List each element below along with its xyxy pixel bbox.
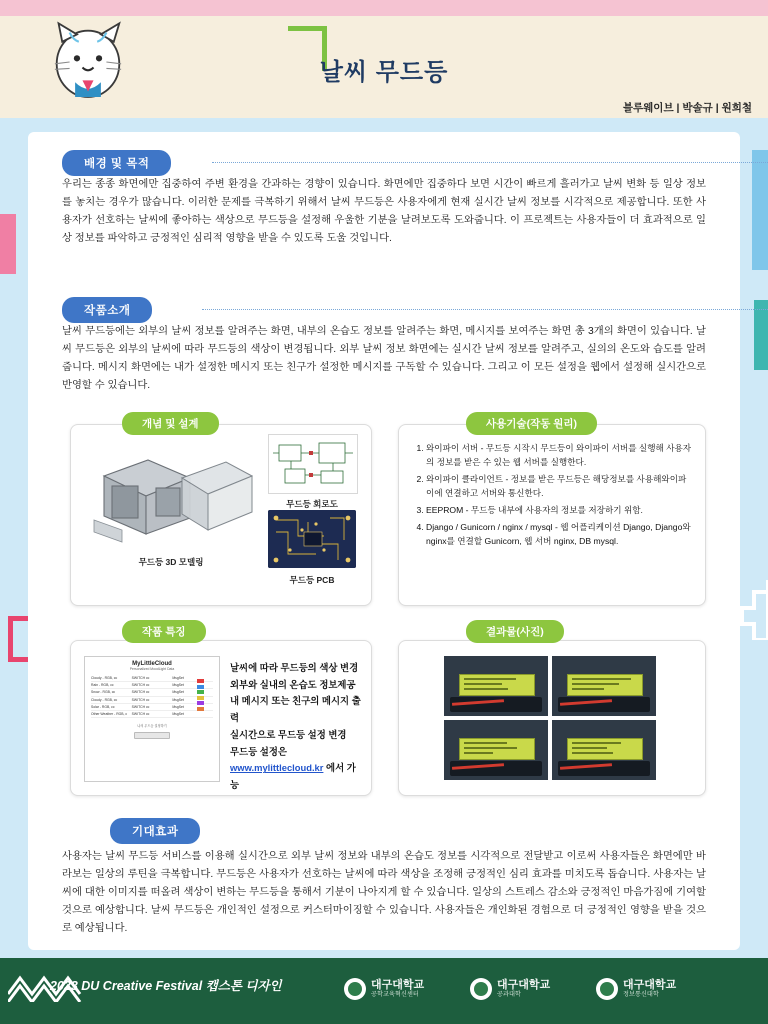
row-mid: SWITCH cc: [131, 697, 150, 702]
page-title: 날씨 무드등: [319, 59, 449, 86]
led-panel: [567, 738, 644, 760]
intro-body-text: 날씨 무드등에는 외부의 날씨 정보를 알려주는 화면, 내부의 온습도 정보를 알려주는 화면, 메시지를 보여주는 화면 총 3개의 화면이 있습니다. 날씨 무드등은 외부의 날씨에 따라 무드등의 색상이 변경됩니다. 외부 날씨 정보 화면에는 실시간 날씨 정보를 알려주고, 실의의 온도와 습도를 알려줍니다. 메시지 화면에는 내가 설정한 메시지 또는 친구가 설정한 메시지를 구독할 수 있습니다. 그리고 이 모든 설정을 웹에서 설정해 실시간으로 반영할 수 있습니다.: [62, 326, 706, 392]
swatch-purple: [197, 701, 204, 705]
logo-group-3: [596, 978, 676, 1000]
subsection-tab-features: 작품 특징: [122, 620, 206, 643]
section-effect-header: [110, 818, 200, 844]
color-swatches: [197, 679, 213, 713]
footer-title: 2023 DU Creative Festival 캡스톤 디자인: [50, 979, 282, 993]
row-label: Rain - RGB, cc: [91, 683, 114, 688]
section-intro-header: [62, 297, 152, 323]
university-seal-icon: [344, 978, 366, 1000]
model-3d-image: [86, 438, 256, 548]
decor-teal-right: [754, 300, 768, 370]
web-mock-row: [91, 711, 213, 718]
features-text: [230, 660, 364, 794]
decor-step-right: [738, 580, 768, 640]
logo-main-2: 대구대학교: [497, 978, 551, 991]
web-settings-screenshot: [84, 656, 220, 782]
effect-body-text: 사용자는 날씨 무드등 서비스를 이용해 실시간으로 외부 날씨 정보와 내부의 온습도 정보를 시각적으로 전달받고 이로써 사용자들은 화면에만 바라보는 일상의 루틴을 극복합니다. 무드등은 사용자가 선호하는 날씨에 따라 색상을 조정해 긍정적인 심리 효과를 미치도록 돕습니다. 사용자는 날씨에 대한 이미지를 떠올려 색상이 변하는 무드등을 통해서 기분이 나아지게 할 수 있습니다. 일상의 스트레스 감소와 긍정적인 마음가짐에 기여할 것으로 예상합니다. 날씨 무드등은 개인적인 설정으로 커스터마이징할 수 있습니다. 사용자들은 개인화된 경험으로 더 긍정적인 영향을 받을 것으로 예상됩니다.: [62, 851, 706, 935]
web-mock-subtitle: Personalized MoodLight Data: [129, 667, 175, 671]
row-mid: SWITCH cc: [131, 676, 150, 681]
feature-line-2: 외부와 실내의 온습도 정보제공: [230, 678, 356, 690]
logo-group-1: [344, 978, 424, 1000]
logo-group-2: [470, 978, 550, 1000]
logo-main-3: 대구대학교: [623, 978, 677, 991]
section-background-header: [62, 150, 171, 176]
feature-line-5: 무드등 설정은: [230, 745, 287, 757]
web-mock-row: [91, 682, 213, 689]
section-dotline-background: [212, 162, 768, 163]
tech-item-1: 1. 와이파이 서버 - 무드등 시작시 무드등이 와이파이 서버를 실행해 사용자의 정보를 받은 수 있는 웹 서버를 실행한다.: [426, 442, 692, 470]
tech-item-4: 4. Django / Gunicorn / nginx / mysql - 웹 어플리케이션 Django, Django와 nginx를 연결할 Gunicorn, 웹 서버 nginx, DB mysql.: [426, 521, 692, 549]
subsection-tab-design: 개념 및 설계: [122, 412, 219, 435]
decor-pink-left: [0, 214, 16, 274]
row-label: Cloudy - RGB, cc: [91, 676, 118, 681]
feature-line-3: 내 메시지 또는 친구의 메시지 출력: [230, 695, 361, 724]
caption-pcb: 무드등 PCB: [289, 575, 335, 585]
swatch-blue: [197, 685, 204, 689]
row-right: MsgSet: [172, 712, 184, 717]
settings-url-link[interactable]: www.mylittlecloud.kr: [230, 762, 324, 774]
feature-line-4: 실시간으로 무드등 설정 변경: [230, 728, 347, 740]
photo-weather-screen: [444, 656, 548, 716]
tech-list: [412, 442, 692, 551]
author-line: 블루웨이브 | 박솔규 | 원희철: [622, 102, 752, 114]
university-seal-icon: [596, 978, 618, 1000]
decor-blue-right: [752, 150, 768, 270]
row-mid: SWITCH cc: [131, 690, 150, 695]
circuit-schematic-image: [268, 434, 358, 494]
photo-color-change: [552, 720, 656, 780]
logo-sub-3: 정보통신대학: [623, 991, 659, 999]
row-mid: SWITCH cc: [131, 712, 150, 717]
led-panel: [459, 738, 536, 760]
web-mock-save-button[interactable]: [134, 732, 170, 739]
logo-sub-2: 공과대학: [497, 991, 521, 999]
led-panel: [567, 674, 644, 696]
tech-item-2: 2. 와이파이 클라이언트 - 정보를 받은 무드등은 해당정보를 사용해와이파이에 연결하고 서버와 통신한다.: [426, 473, 692, 501]
feature-link-row: [230, 760, 364, 793]
university-seal-icon: [470, 978, 492, 1000]
section-dotline-intro: [202, 309, 768, 310]
row-label: Snow - RGB, cc: [91, 690, 116, 695]
photo-message-screen: [552, 656, 656, 716]
web-mock-row: [91, 697, 213, 704]
row-right: MsgSet: [172, 690, 184, 695]
header-pink-band: [0, 0, 768, 16]
swatch-orange: [197, 707, 204, 711]
swatch-green: [197, 690, 204, 694]
caption-3d-model: 무드등 3D 모델링: [138, 557, 204, 567]
logo-main-1: 대구대학교: [371, 978, 425, 991]
web-mock-footer: 나의 무드등 설정하기: [137, 724, 167, 729]
row-label: Solar - RGB, cc: [91, 704, 115, 709]
subsection-tab-tech: 사용기술(작동 원리): [466, 412, 597, 435]
row-right: MsgSet: [172, 676, 184, 681]
caption-circuit: 무드등 회로도: [286, 499, 338, 509]
section-tab-intro: 작품소개: [62, 297, 152, 323]
row-right: MsgSet: [172, 704, 184, 709]
row-label: Cloudy - RGB, cc: [91, 697, 118, 702]
web-mock-row: [91, 675, 213, 682]
background-body-text: 우리는 종종 화면에만 집중하여 주변 환경을 간과하는 경향이 있습니다. 화면에만 집중하다 보면 시간이 빠르게 흘러가고 날씨 변화 등 일상 정보를 놓치는 경우가 많습니다. 이러한 문제를 극복하기 위해서 날씨 무드등은 사용자에게 현재 실시간 날씨 정보를 시각적으로 제공합니다. 또한 사용자가 선호하는 날씨에 좋아하는 색상으로 무드등을 설정해 우울한 기분을 날려보도록 도와줍니다. 이 프로젝트는 사용자들이 더 효과적으로 일상 정보를 파악하고 긍정적인 심리적 영향을 받을 수 있도록 도울 것입니다.: [62, 179, 706, 245]
web-mock-row: [91, 689, 213, 696]
swatch-red: [197, 679, 204, 683]
poster-header: [0, 0, 768, 120]
logo-sub-1: 공학교육혁신센터: [371, 991, 419, 999]
web-mock-title: MyLittleCloud: [132, 661, 172, 667]
section-tab-effect: 기대효과: [110, 818, 200, 844]
settings-url-suffix: 에서 가능: [230, 762, 356, 791]
photo-temperature-screen: [444, 720, 548, 780]
row-right: MsgSet: [172, 683, 184, 688]
pcb-board-image: [268, 510, 356, 568]
row-mid: SWITCH cc: [131, 683, 150, 688]
feature-line-1: 날씨에 따라 무드등의 색상 변경: [230, 662, 359, 673]
subsection-tab-results: 결과물(사진): [466, 620, 564, 643]
row-mid: SWITCH cc: [131, 704, 150, 709]
web-mock-row: [91, 704, 213, 711]
swatch-yellow: [197, 696, 204, 700]
row-right: MsgSet: [172, 697, 184, 702]
section-tab-background: 배경 및 목적: [62, 150, 171, 176]
tech-item-3: 3. EEPROM - 무드등 내부에 사용자의 정보를 저장하기 위함.: [426, 504, 692, 518]
result-photo-grid: [444, 656, 656, 780]
row-label: Other Weather - RGB, c: [91, 712, 128, 717]
led-panel: [459, 674, 536, 696]
